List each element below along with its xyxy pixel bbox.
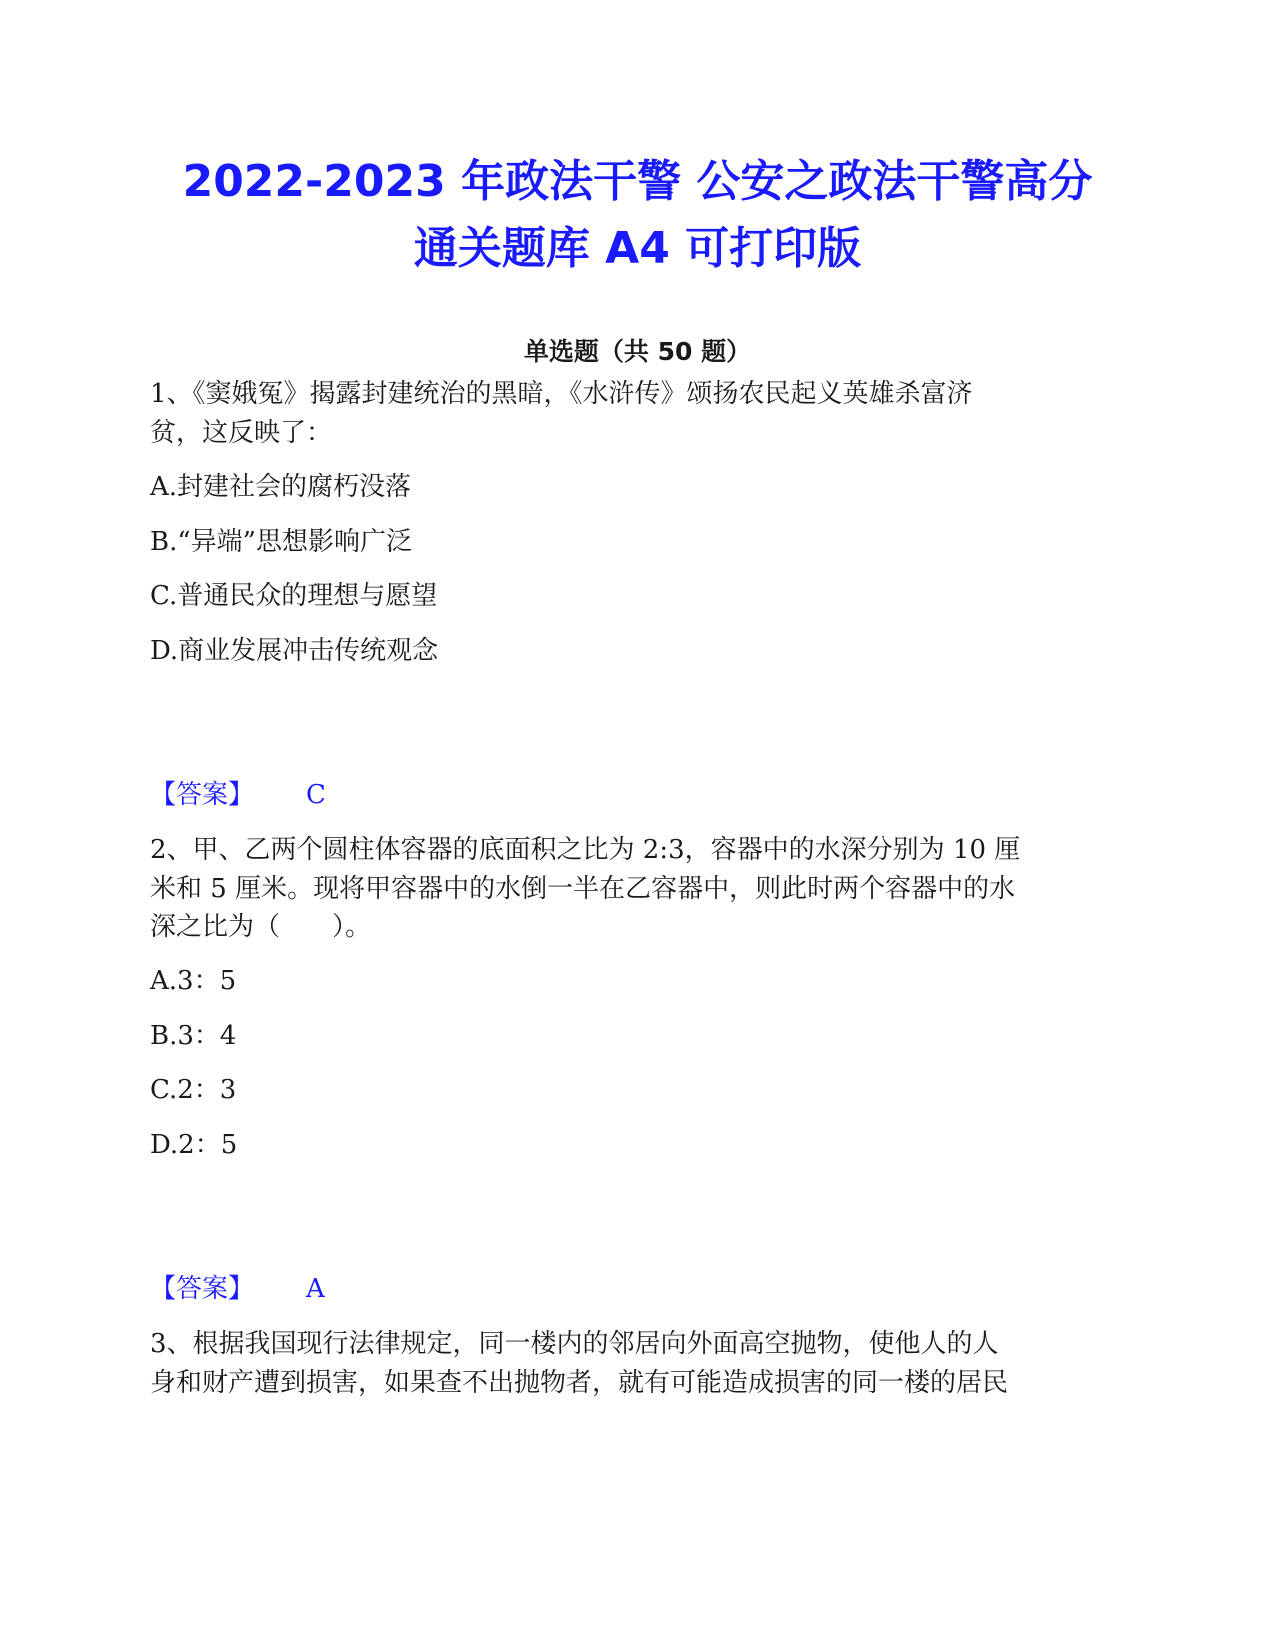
question-2-answer (150, 1271, 325, 1307)
question-1-option-c: C.普通民众的理想与愿望 (150, 581, 438, 611)
question-1-option-d: D.商业发展冲击传统观念 (150, 636, 439, 666)
question-2-option-a: A.3：5 (150, 966, 237, 996)
answer-value: A (306, 1274, 325, 1304)
question-1-answer (150, 777, 326, 813)
question-2-option-c: C.2：3 (150, 1075, 237, 1105)
document-title-line-1: 2022-2023 年政法干警 公安之政法干警高分 (182, 156, 1093, 207)
question-1-stem-line-1: 1、《窦娥冤》揭露封建统治的黑暗，《水浒传》颂扬农民起义英雄杀富济 (150, 379, 973, 409)
answer-label: 【答案】 (150, 1274, 255, 1304)
question-3-stem-line-2: 身和财产遭到损害，如果查不出抛物者，就有可能造成损害的同一楼的居民 (150, 1368, 1009, 1398)
question-2-stem-line-3: 深之比为（ ）。 (150, 912, 372, 942)
section-header: 单选题（共 50 题） (523, 337, 752, 366)
question-3-stem-line-1: 3、根据我国现行法律规定，同一楼内的邻居向外面高空抛物，使他人的人 (150, 1329, 999, 1359)
question-1-option-a: A.封建社会的腐朽没落 (150, 472, 412, 502)
question-2-stem-line-2: 米和 5 厘米。现将甲容器中的水倒一半在乙容器中，则此时两个容器中的水 (150, 874, 1016, 904)
question-2-option-d: D.2：5 (150, 1130, 238, 1160)
document-title-line-2: 通关题库 A4 可打印版 (413, 223, 862, 274)
answer-value: C (306, 780, 326, 810)
question-2-stem-line-1: 2、甲、乙两个圆柱体容器的底面积之比为 2:3，容器中的水深分别为 10 厘 (150, 835, 1021, 865)
question-1-option-b: B.“异端”思想影响广泛 (150, 527, 412, 557)
answer-label: 【答案】 (150, 780, 255, 810)
question-2-option-b: B.3：4 (150, 1021, 237, 1051)
question-1-stem-line-2: 贫，这反映了： (150, 418, 333, 448)
